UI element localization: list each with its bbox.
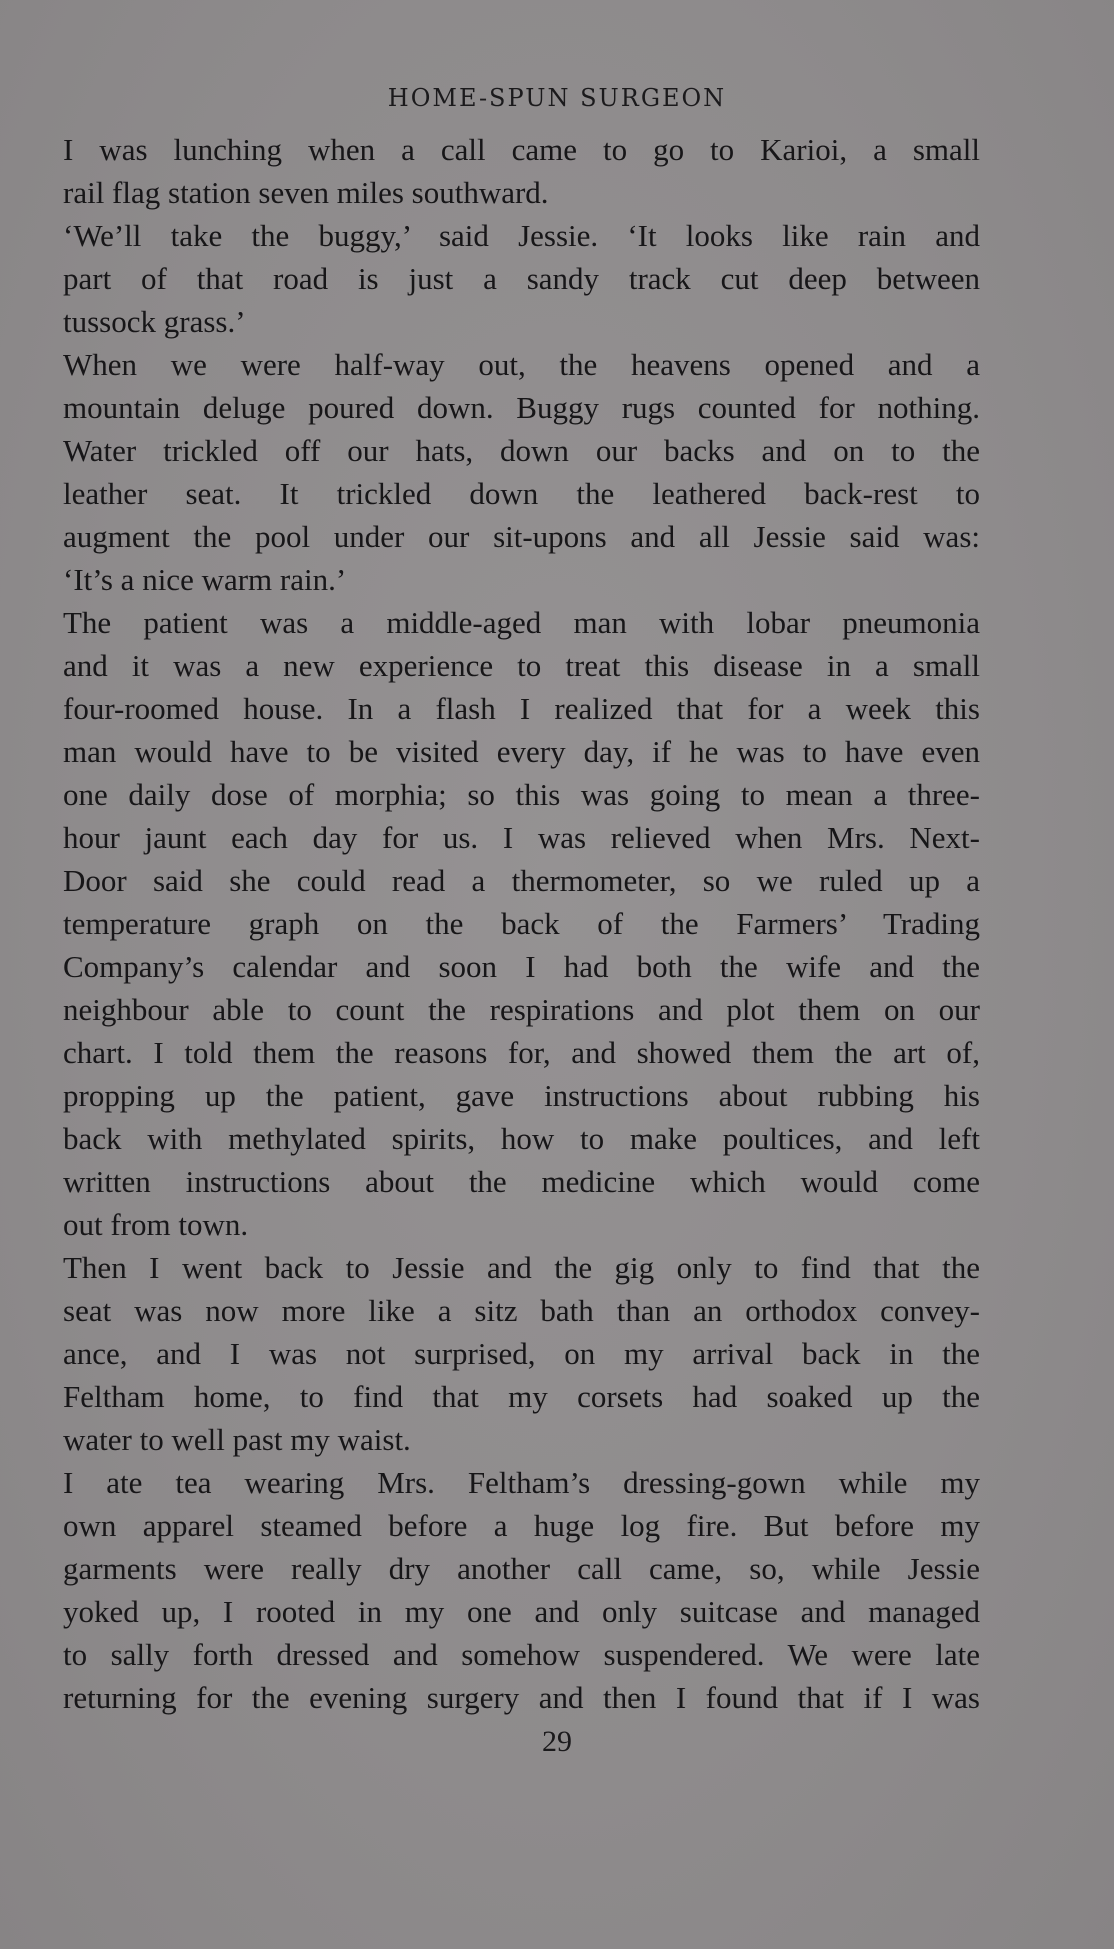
text-line: Feltham home, to find that my corsets had soaked up the	[63, 1379, 980, 1414]
text-line: I ate tea wearing Mrs. Feltham’s dressing-gown while my	[63, 1465, 980, 1500]
text-line: part of that road is just a sandy track cut deep between	[63, 261, 980, 296]
text-line: to sally forth dressed and somehow suspendered. We were late	[63, 1637, 980, 1672]
text-line: I was lunching when a call came to go to Karioi, a small	[63, 132, 980, 167]
paragraph	[25, 1246, 980, 1461]
text-line: neighbour able to count the respirations and plot them on our	[63, 992, 980, 1027]
paragraph	[25, 343, 980, 601]
text-line: ‘It’s a nice warm rain.’	[63, 562, 347, 597]
text-line: ‘We’ll take the buggy,’ said Jessie. ‘It looks like rain and	[63, 218, 980, 253]
text-line: ance, and I was not surprised, on my arrival back in the	[63, 1336, 980, 1371]
running-head: HOME-SPUN SURGEON	[387, 84, 727, 112]
text-line: out from town.	[63, 1207, 249, 1242]
text-line: chart. I told them the reasons for, and showed them the art of,	[63, 1035, 980, 1070]
text-line: one daily dose of morphia; so this was going to mean a three-	[63, 777, 980, 812]
text-line: hour jaunt each day for us. I was relieved when Mrs. Next-	[63, 820, 980, 855]
text-line: Company’s calendar and soon I had both the wife and the	[63, 949, 980, 984]
text-line: rail flag station seven miles southward.	[63, 175, 549, 210]
paragraph	[25, 214, 980, 343]
paragraph	[25, 1461, 980, 1719]
text-line: four-roomed house. In a flash I realized that for a week this	[63, 691, 980, 726]
text-line: Water trickled off our hats, down our backs and on to the	[63, 433, 980, 468]
text-line: and it was a new experience to treat this disease in a small	[63, 648, 980, 683]
page-number: 29	[542, 1725, 572, 1758]
text-line: own apparel steamed before a huge log fire. But before my	[63, 1508, 980, 1543]
text-line: augment the pool under our sit-upons and all Jessie said was:	[63, 519, 980, 554]
body-text	[25, 128, 980, 1719]
text-line: temperature graph on the back of the Farmers’ Trading	[63, 906, 980, 941]
text-line: mountain deluge poured down. Buggy rugs counted for nothing.	[63, 390, 980, 425]
text-line: water to well past my waist.	[63, 1422, 411, 1457]
text-line: When we were half-way out, the heavens opened and a	[63, 347, 980, 382]
text-line: yoked up, I rooted in my one and only suitcase and managed	[63, 1594, 980, 1629]
paragraph	[25, 128, 980, 214]
text-line: returning for the evening surgery and then I found that if I was	[63, 1680, 980, 1715]
text-line: leather seat. It trickled down the leathered back-rest to	[63, 476, 980, 511]
text-line: propping up the patient, gave instructions about rubbing his	[63, 1078, 980, 1113]
text-line: seat was now more like a sitz bath than an orthodox convey-	[63, 1293, 980, 1328]
text-line: Door said she could read a thermometer, so we ruled up a	[63, 863, 980, 898]
text-line: written instructions about the medicine which would come	[63, 1164, 980, 1199]
text-line: Then I went back to Jessie and the gig only to find that the	[63, 1250, 980, 1285]
text-line: tussock grass.’	[63, 304, 246, 339]
text-line: back with methylated spirits, how to make poultices, and left	[63, 1121, 980, 1156]
paragraph	[25, 601, 980, 1246]
text-line: garments were really dry another call came, so, while Jessie	[63, 1551, 980, 1586]
text-line: man would have to be visited every day, if he was to have even	[63, 734, 980, 769]
text-line: The patient was a middle-aged man with lobar pneumonia	[63, 605, 980, 640]
